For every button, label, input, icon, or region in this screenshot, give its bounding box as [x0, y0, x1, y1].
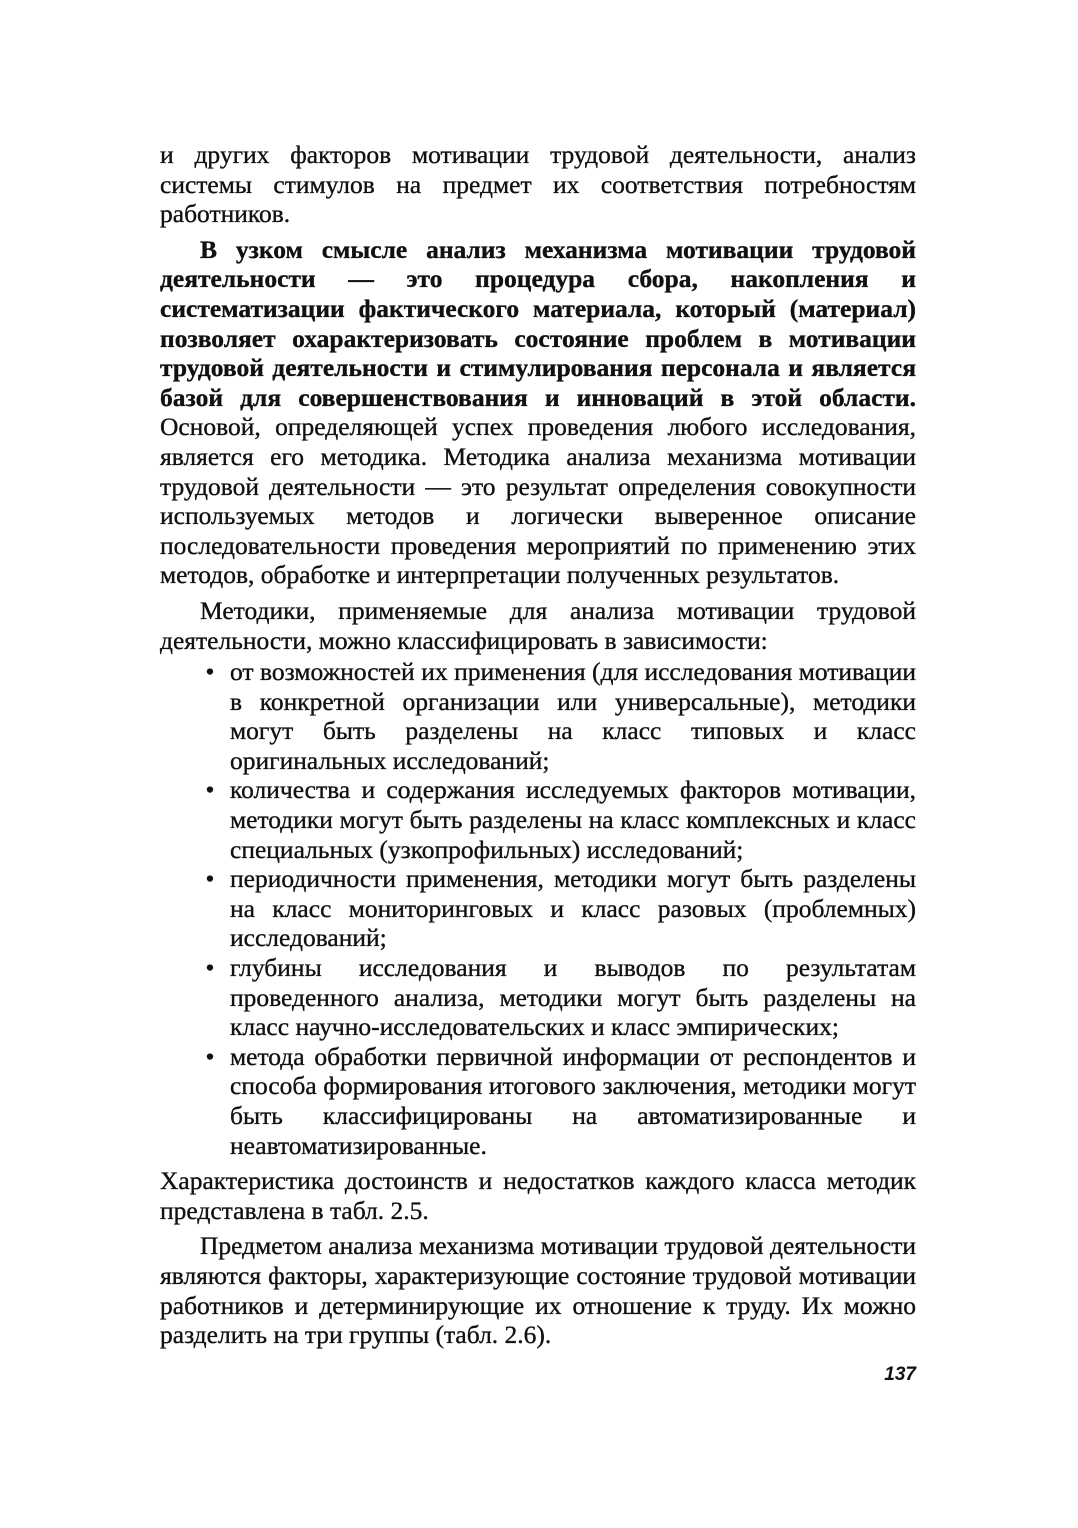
paragraph-continuation: и других факторов мотивации трудовой деятельности, анализ системы стимулов на предмет их соответствия потребностям работников. [160, 140, 916, 229]
bullet-icon: • [205, 775, 215, 805]
page-number: 137 [884, 1364, 916, 1385]
list-item-text: от возможностей их применения (для исследования мотивации в конкретной организации или универсальные), методики могут быть разделены на класс типовых и класс оригинальных исследований; [230, 657, 916, 775]
list-item [160, 864, 916, 953]
paragraph-subject: Предметом анализа механизма мотивации трудовой деятельности являются факторы, характеризующие состояние трудовой мотивации работников и детерминирующие их отношение к труду. Их можно разделить на три группы (табл. 2.6). [160, 1231, 916, 1350]
list-item [160, 775, 916, 864]
bullet-icon: • [205, 864, 215, 894]
definition-bold-text: В узком смысле анализ механизма мотивации трудовой деятельности — это процедура сбора, накопления и систематизации фактического материала, который (материал) позволяет охарактеризовать состояние проблем в мотивации трудовой деятельности и стимулирования персонала и является базой для совершенствования и инноваций в этой области. [160, 234, 916, 412]
page-body [160, 140, 916, 1350]
bullet-icon: • [205, 1041, 215, 1071]
paragraph-table-reference: Характеристика достоинств и недостатков каждого класса методик представлена в табл. 2.5. [160, 1166, 916, 1225]
bullet-icon: • [205, 657, 215, 687]
bullet-icon: • [205, 953, 215, 983]
list-item [160, 657, 916, 775]
list-item-text: количества и содержания исследуемых факторов мотивации, методики могут быть разделены на класс комплексных и класс специальных (узкопрофильных) исследований; [230, 775, 916, 864]
classification-list [160, 657, 916, 1160]
definition-regular-text: Основой, определяющей успех проведения любого исследования, является его методика. Методика анализа механизма мотивации трудовой деятельности — это результат определения совокупности используемых методов и логически выверенное описание последовательности проведения мероприятий по применению этих методов, обработке и интерпретации полученных результатов. [160, 412, 916, 590]
list-item [160, 953, 916, 1042]
paragraph-classification-intro: Методики, применяемые для анализа мотивации трудовой деятельности, можно классифицировать в зависимости: [160, 595, 916, 655]
list-item-text: глубины исследования и выводов по результатам проведенного анализа, методики могут быть разделены на класс научно-исследовательских и класс эмпирических; [230, 953, 916, 1042]
list-item-text: периодичности применения, методики могут быть разделены на класс мониторинговых и класс разовых (проблемных) исследований; [230, 864, 916, 953]
paragraph-definition [160, 235, 916, 590]
list-item-text: метода обработки первичной информации от респондентов и способа формирования итогового заключения, методики могут быть классифицированы на автоматизированные и неавтоматизированные. [230, 1041, 916, 1160]
list-item [160, 1042, 916, 1160]
